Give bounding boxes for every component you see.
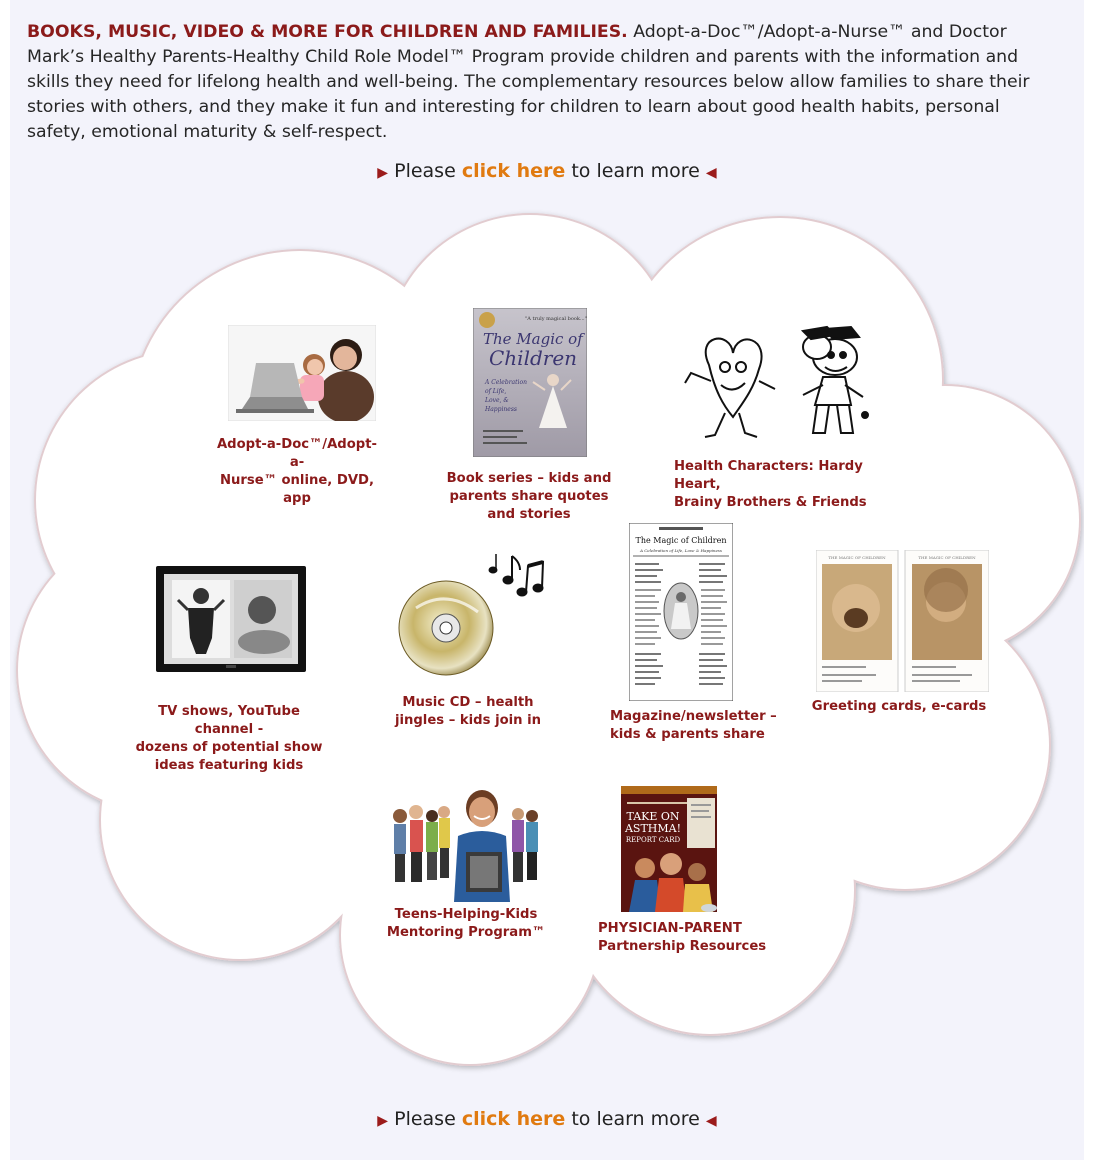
resource-characters-caption: Health Characters: Hardy Heart, Brainy Brothers & Friends — [674, 459, 867, 510]
resource-books-caption: Book series – kids and parents share quotes and stories — [446, 471, 612, 522]
greeting-cards-image — [816, 550, 989, 692]
click-here-link[interactable]: click here — [461, 160, 566, 182]
intro-heading: BOOKS, MUSIC, VIDEO & MORE FOR CHILDREN AND FAMILIES. — [27, 22, 628, 42]
svg-text:Children: Children — [489, 346, 578, 370]
svg-text:A Celebration of Life, Love &: A Celebration of Life, Love & Happiness — [640, 548, 722, 553]
resource-magazine-caption: Magazine/newsletter – kids & parents share — [610, 709, 777, 742]
svg-text:REPORT CARD: REPORT CARD — [625, 836, 681, 844]
right-pointer-icon: ▶ — [377, 1113, 389, 1129]
resource-tv-caption: TV shows, YouTube channel - dozens of potential show ideas featuring kids — [135, 704, 323, 773]
svg-text:THE MAGIC OF CHILDREN: THE MAGIC OF CHILDREN — [828, 555, 886, 560]
svg-text:A Celebration: A Celebration — [485, 379, 527, 386]
click-here-link[interactable]: click here — [461, 1108, 566, 1130]
left-pointer-icon: ◀ — [705, 1113, 717, 1129]
svg-text:THE MAGIC OF CHILDREN: THE MAGIC OF CHILDREN — [918, 555, 976, 560]
svg-text:The Magic of Children: The Magic of Children — [635, 536, 727, 545]
svg-text:ASTHMA!: ASTHMA! — [624, 822, 682, 835]
resource-physician-caption: PHYSICIAN-PARENT Partnership Resources — [598, 921, 767, 954]
resource-music-caption: Music CD – health jingles – kids join in — [394, 695, 542, 728]
resource-teens-caption: Teens-Helping-Kids Mentoring Program™ — [386, 907, 546, 940]
intro-body: Adopt-a-Doc™/Adopt-a-Nurse™ and Doctor Mark’s Healthy Parents-Healthy Child Role Model™ Program provide children and parents with the information and skills they need for lifelong health and well-being. The complementary resources below allow families to share their stories with others, and they make it fun and interesting for children to learn about good health habits, personal safety, emotional maturity & self-respect. — [27, 22, 1030, 142]
svg-text:Love, &: Love, & — [485, 397, 509, 404]
svg-text:of Life,: of Life, — [485, 388, 507, 395]
learn-more-top: ▶ Please click here to learn more ◀ — [377, 160, 717, 182]
teens-group-photo — [386, 786, 542, 902]
asthma-report-card-cover — [621, 786, 719, 914]
svg-text:TAKE ON: TAKE ON — [626, 810, 680, 823]
health-characters-drawing — [675, 325, 875, 450]
left-pointer-icon: ◀ — [705, 165, 717, 181]
page — [10, 0, 1084, 1160]
tv-screen-photo — [156, 566, 306, 676]
svg-text:"A truly magical book...": "A truly magical book..." — [525, 316, 587, 322]
resource-cards-caption: Greeting cards, e-cards — [811, 699, 987, 714]
magic-of-children-book-cover — [473, 308, 587, 457]
svg-text:Happiness: Happiness — [485, 406, 517, 413]
svg-text:The Magic of: The Magic of — [483, 330, 583, 348]
learn-more-bottom: ▶ Please click here to learn more ◀ — [377, 1108, 717, 1130]
right-pointer-icon: ▶ — [377, 165, 389, 181]
magazine-page-image — [629, 523, 733, 701]
resource-online-caption: Adopt-a-Doc™/Adopt-a- Nurse™ online, DVD, app — [216, 437, 378, 506]
mother-child-laptop-photo — [228, 325, 376, 421]
music-cd-image — [396, 548, 546, 678]
